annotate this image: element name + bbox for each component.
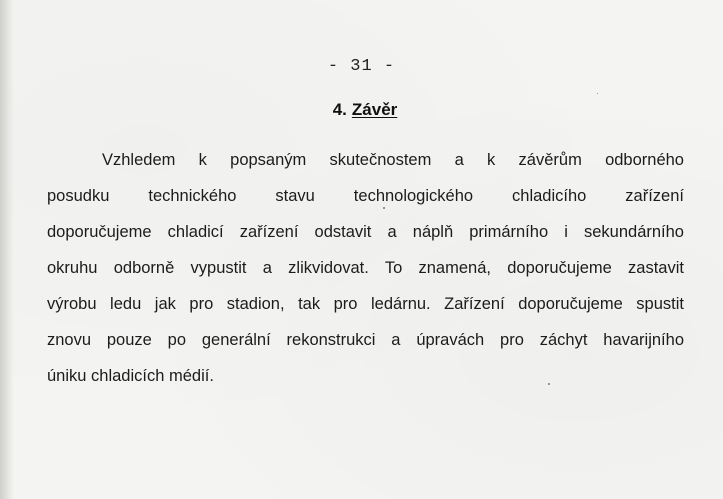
body-line: okruhu odborně vypustit a zlikvidovat. To znamená, doporučujeme zastavit [47, 259, 684, 277]
body-line: posudku technického stavu technologického chladicího zařízení [47, 187, 684, 205]
section-title: Závěr [351, 100, 398, 119]
section-number: 4. [332, 100, 347, 119]
scan-speck [548, 383, 550, 385]
section-heading [0, 100, 723, 120]
page-number: - 31 - [327, 57, 396, 76]
body-line: výrobu ledu jak pro stadion, tak pro ledárnu. Zařízení doporučujeme spustit [47, 295, 684, 313]
scan-speck [597, 93, 598, 94]
body-line: Vzhledem k popsaným skutečnostem a k závěrům odborného [102, 151, 684, 169]
body-line: úniku chladicích médií. [47, 367, 214, 385]
body-line: doporučujeme chladicí zařízení odstavit a náplň primárního i sekundárního [47, 223, 684, 241]
scan-speck [383, 207, 385, 209]
body-line: znovu pouze po generální rekonstrukci a úpravách pro záchyt havarijního [47, 331, 684, 349]
body-paragraph [47, 142, 684, 394]
